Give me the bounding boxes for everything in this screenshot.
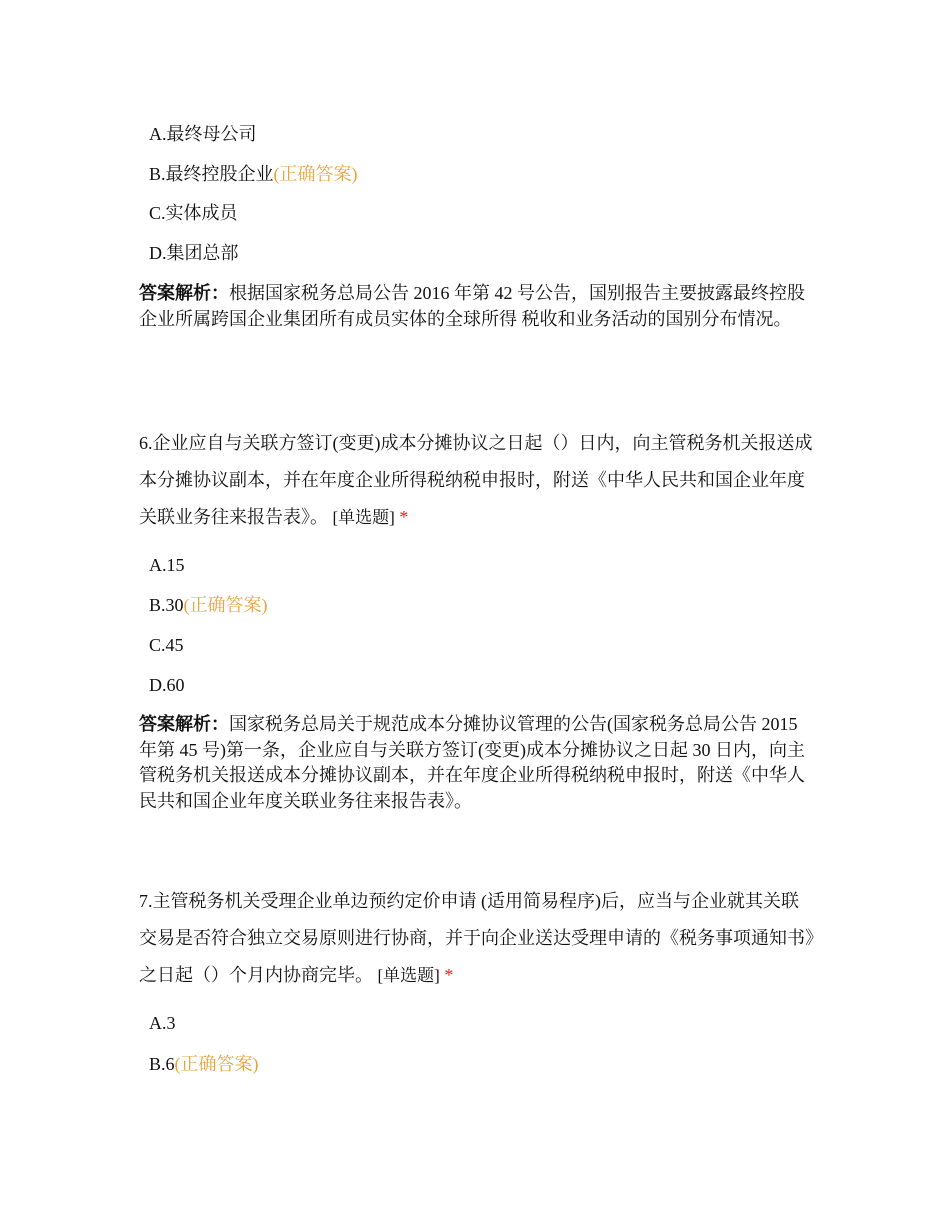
analysis-text: 国家税务总局关于规范成本分摊协议管理的公告(国家税务总局公告 2015 年第 45 号)第一条，企业应自与关联方签订(变更)成本分摊协议之日起 30 日内，向主管税务机关报送成本分摊协议副本，并在年度企业所得税纳税申报时，附送《中华人民共和国企业年度关联业务往来报告表》。 bbox=[139, 714, 805, 811]
correct-answer-tag: (正确答案) bbox=[273, 164, 358, 184]
q5-analysis bbox=[139, 281, 815, 332]
option-text: C.45 bbox=[149, 635, 184, 655]
option-text: D.集团总部 bbox=[149, 243, 239, 263]
analysis-label: 答案解析： bbox=[139, 714, 229, 734]
question-type: [单选题] bbox=[377, 966, 440, 985]
q6-analysis bbox=[139, 712, 815, 814]
required-mark: * bbox=[399, 507, 409, 527]
option-text: D.60 bbox=[149, 675, 185, 695]
option-text: C.实体成员 bbox=[149, 203, 238, 223]
question-text: 6.企业应自与关联方签订(变更)成本分摊协议之日起（）日内，向主管税务机关报送成本分摊协议副本，并在年度企业所得税纳税申报时，附送《中华人民共和国企业年度关联业务往来报告表》。 bbox=[139, 433, 813, 527]
question-text: 7.主管税务机关受理企业单边预约定价申请 (适用简易程序)后，应当与企业就其关联交易是否符合独立交易原则进行协商，并于向企业送达受理申请的《税务事项通知书》之日起（）个月内协商完毕。 bbox=[139, 891, 814, 985]
option-text: B.30 bbox=[149, 595, 184, 615]
correct-answer-tag: (正确答案) bbox=[174, 1054, 259, 1074]
analysis-label: 答案解析： bbox=[139, 283, 229, 303]
q7-option-a bbox=[149, 1012, 176, 1034]
q7-option-b bbox=[149, 1053, 259, 1075]
q5-option-c bbox=[149, 202, 238, 224]
q6-option-a bbox=[149, 554, 185, 576]
q6-option-b bbox=[149, 594, 268, 616]
q6-question bbox=[139, 425, 815, 536]
q7-question bbox=[139, 883, 815, 994]
question-type: [单选题] bbox=[332, 508, 395, 527]
option-text: B.最终控股企业 bbox=[149, 164, 274, 184]
option-text: A.3 bbox=[149, 1013, 176, 1033]
q6-option-d bbox=[149, 674, 185, 696]
q5-option-b bbox=[149, 163, 358, 185]
q5-option-d bbox=[149, 242, 239, 264]
q5-option-a bbox=[149, 123, 257, 145]
correct-answer-tag: (正确答案) bbox=[183, 595, 268, 615]
analysis-text: 根据国家税务总局公告 2016 年第 42 号公告，国别报告主要披露最终控股企业所属跨国企业集团所有成员实体的全球所得 税收和业务活动的国别分布情况。 bbox=[139, 283, 805, 329]
q6-option-c bbox=[149, 634, 184, 656]
option-text: A.最终母公司 bbox=[149, 124, 257, 144]
option-text: A.15 bbox=[149, 555, 185, 575]
required-mark: * bbox=[444, 965, 454, 985]
option-text: B.6 bbox=[149, 1054, 175, 1074]
